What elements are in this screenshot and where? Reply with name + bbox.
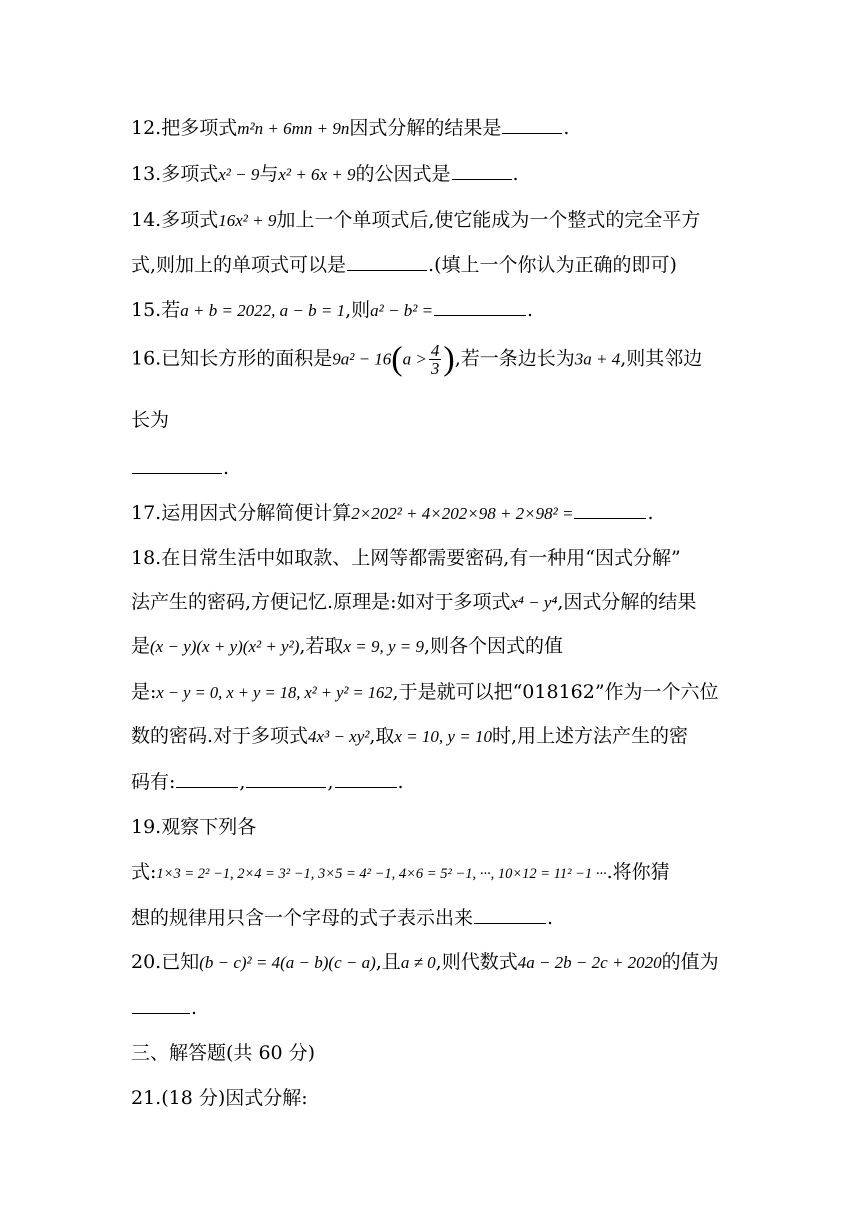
answer-blank[interactable] [434,299,526,316]
answer-blank[interactable] [574,502,646,519]
math-expression: a ≠ 0 [400,953,436,972]
math-expression: m²n + 6mn + 9n [237,119,350,138]
question-18-line-4: 是:x − y = 0, x + y = 18, x² + y² = 162,于是就可以把“018162”作为一个六位 [131,681,719,703]
math-expression: (x − y)(x + y)(x² + y²) [150,637,300,656]
question-16-line-1: 16.已知长方形的面积是9a² − 16(a > $\frac{4}{3}$ ),若一条边长为3a + 4,则其邻边 [131,340,703,378]
math-expression: x = 10, y = 10 [394,727,492,746]
question-15: 15.若a + b = 2022, a − b = 1,则a² − b² = . [131,299,534,321]
question-20-line-2: . [131,996,197,1020]
answer-blank[interactable] [132,997,190,1014]
math-expression: (b − c)² = 4(a − b)(c − a) [199,953,376,972]
math-expression: a² − b² = [370,301,434,320]
answer-blank[interactable] [176,771,238,788]
answer-blank[interactable] [347,254,427,271]
question-14-line-2: 式,则加上的单项式可以是 .(填上一个你认为正确的即可) [131,254,677,276]
question-18-line-6: 码有: , , . [131,771,404,793]
question-19-line-2: 式:1×3 = 2² −1, 2×4 = 3² −1, 3×5 = 4² −1, 4×6 = 5² −1, ···, 10×12 = 11² −1 ···.将你猜 [131,861,670,883]
answer-blank[interactable] [452,163,512,180]
math-expression: x = 9, y = 9 [343,637,424,656]
question-18-line-5: 数的密码.对于多项式4x³ − xy²,取x = 10, y = 10时,用上述方法产生的密 [131,725,688,747]
answer-blank[interactable] [502,117,562,134]
question-18-line-2: 法产生的密码,方便记忆.原理是:如对于多项式x⁴ − y⁴,因式分解的结果 [131,591,697,613]
answer-blank[interactable] [132,457,222,474]
math-expression: 4x³ − xy² [308,727,370,746]
math-expression: a + b = 2022, a − b = 1 [180,301,346,320]
question-18-line-1: 18.在日常生活中如取款、上网等都需要密码,有一种用“因式分解” [131,547,681,569]
question-17: 17.运用因式分解简便计算2×202² + 4×202×98 + 2×98² = . [131,502,654,524]
question-21: 21.(18 分)因式分解: [131,1087,308,1109]
answer-blank[interactable] [335,771,397,788]
math-expression: 2×202² + 4×202×98 + 2×98² = [351,504,574,523]
math-expression: 16x² + 9 [218,211,277,230]
question-14-line-1: 14.多项式16x² + 9加上一个单项式后,使它能成为一个整式的完全平方 [131,209,701,231]
question-12: 12.把多项式m²n + 6mn + 9n因式分解的结果是 . [131,117,570,139]
math-expression: 1×3 = 2² −1, 2×4 = 3² −1, 3×5 = 4² −1, 4×6 = 5² −1, ···, 10×12 = 11² −1 ··· [156,866,607,882]
question-19-line-3: 想的规律用只含一个字母的式子表示出来 . [131,907,554,929]
math-expression: x − y = 0, x + y = 18, x² + y² = 162 [156,683,393,702]
math-expression: x² + 6x + 9 [278,165,356,184]
section-heading: 三、解答题(共 60 分) [131,1042,316,1064]
question-16-line-2: 长为 [131,409,170,431]
question-19-line-1: 19.观察下列各 [131,816,257,838]
fraction: $\frac{4}{3}$ [430,341,440,378]
question-20-line-1: 20.已知(b − c)² = 4(a − b)(c − a),且a ≠ 0,则代数式4a − 2b − 2c + 2020的值为 [131,951,719,973]
math-expression: x² − 9 [218,165,260,184]
question-16-line-3: . [131,456,229,480]
question-13: 13.多项式x² − 9与x² + 6x + 9的公因式是 . [131,163,519,185]
math-expression: 9a² − 16 [332,349,392,369]
answer-blank[interactable] [246,771,326,788]
math-expression: 4a − 2b − 2c + 2020 [517,953,662,972]
math-expression: 3a + 4 [574,349,621,369]
math-expression: x⁴ − y⁴ [510,593,558,612]
math-condition: a > [402,349,427,369]
answer-blank[interactable] [474,907,546,924]
question-18-line-3: 是(x − y)(x + y)(x² + y²),若取x = 9, y = 9,则各个因式的值 [131,635,564,657]
